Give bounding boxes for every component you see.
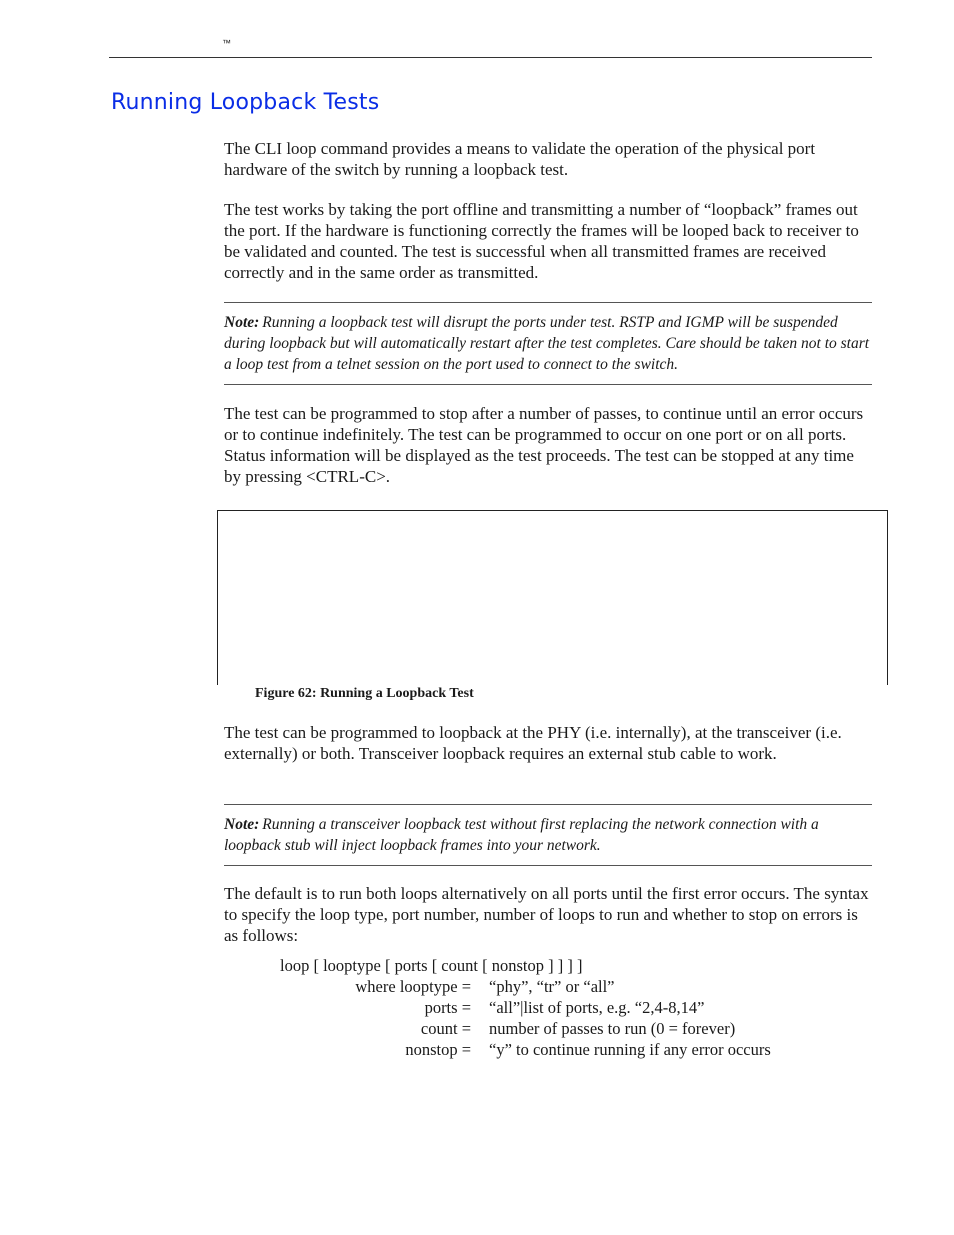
note-label: Note:: [224, 314, 260, 331]
section-title: Running Loopback Tests: [111, 90, 380, 115]
note-box-disruption: [224, 302, 872, 385]
note-label: Note:: [224, 816, 260, 833]
syntax-param-value: “phy”, “tr” or “all”: [489, 977, 615, 996]
syntax-param-key: nonstop =: [405, 1040, 471, 1059]
syntax-param-value: “all”|list of ports, e.g. “2,4-8,14”: [489, 998, 705, 1017]
syntax-param-value: “y” to continue running if any error occurs: [489, 1040, 771, 1059]
intro-paragraph: The CLI loop command provides a means to validate the operation of the physical port hardware of the switch by running a loopback test.: [224, 139, 816, 179]
loopback-location-paragraph: The test can be programmed to loopback at the PHY (i.e. internally), at the transceiver (i.e. externally) or both. Transceiver loopback requires an external stub cable to work.: [224, 723, 842, 763]
syntax-param-key: ports =: [424, 998, 471, 1017]
test-method-paragraph: The test works by taking the port offline and transmitting a number of “loopback” frames out the port. If the hardware is functioning correctly the frames will be looped back to receiver to be validated and counted. The test is successful when all transmitted frames are received correctly and in the same order as transmitted.: [224, 200, 859, 282]
note-box-transceiver: [224, 804, 872, 866]
figure-frame: [217, 510, 888, 685]
syntax-param-key: count =: [420, 1019, 471, 1038]
syntax-param-row: [0, 1040, 954, 1061]
syntax-param-row: [0, 1019, 954, 1040]
figure-caption: Figure 62: Running a Loopback Test: [255, 686, 474, 701]
syntax-param-row: [0, 977, 954, 998]
syntax-param-row: [0, 998, 954, 1019]
note-body: Running a loopback test will disrupt the ports under test. RSTP and IGMP will be suspended during loopback but will automatically restart after the test completes. Care should be taken not to start a loop test from a telnet session on the port used to connect to the switch.: [224, 314, 870, 373]
syntax-param-value: number of passes to run (0 = forever): [489, 1019, 736, 1038]
syntax-param-key: where looptype =: [355, 977, 471, 996]
note-text: [224, 814, 872, 856]
note-text: [224, 312, 872, 375]
trademark-mark: ™: [222, 38, 231, 48]
syntax-command: loop [ looptype [ ports [ count [ nonstop ] ] ] ]: [280, 956, 583, 975]
note-body: Running a transceiver loopback test without first replacing the network connection with a loopback stub will inject loopback frames into your network.: [224, 816, 819, 854]
programming-paragraph: The test can be programmed to stop after a number of passes, to continue until an error occurs or to continue indefinitely. The test can be programmed to occur on one port or on all ports. Status information will be displayed as the test proceeds. The test can be stopped at any time by pressing <CTRL-C>.: [224, 404, 864, 486]
default-behavior-paragraph: The default is to run both loops alternatively on all ports until the first error occurs. The syntax to specify the loop type, port number, number of loops to run and whether to stop on errors is as follows:: [224, 884, 869, 945]
header-rule: [109, 57, 872, 58]
